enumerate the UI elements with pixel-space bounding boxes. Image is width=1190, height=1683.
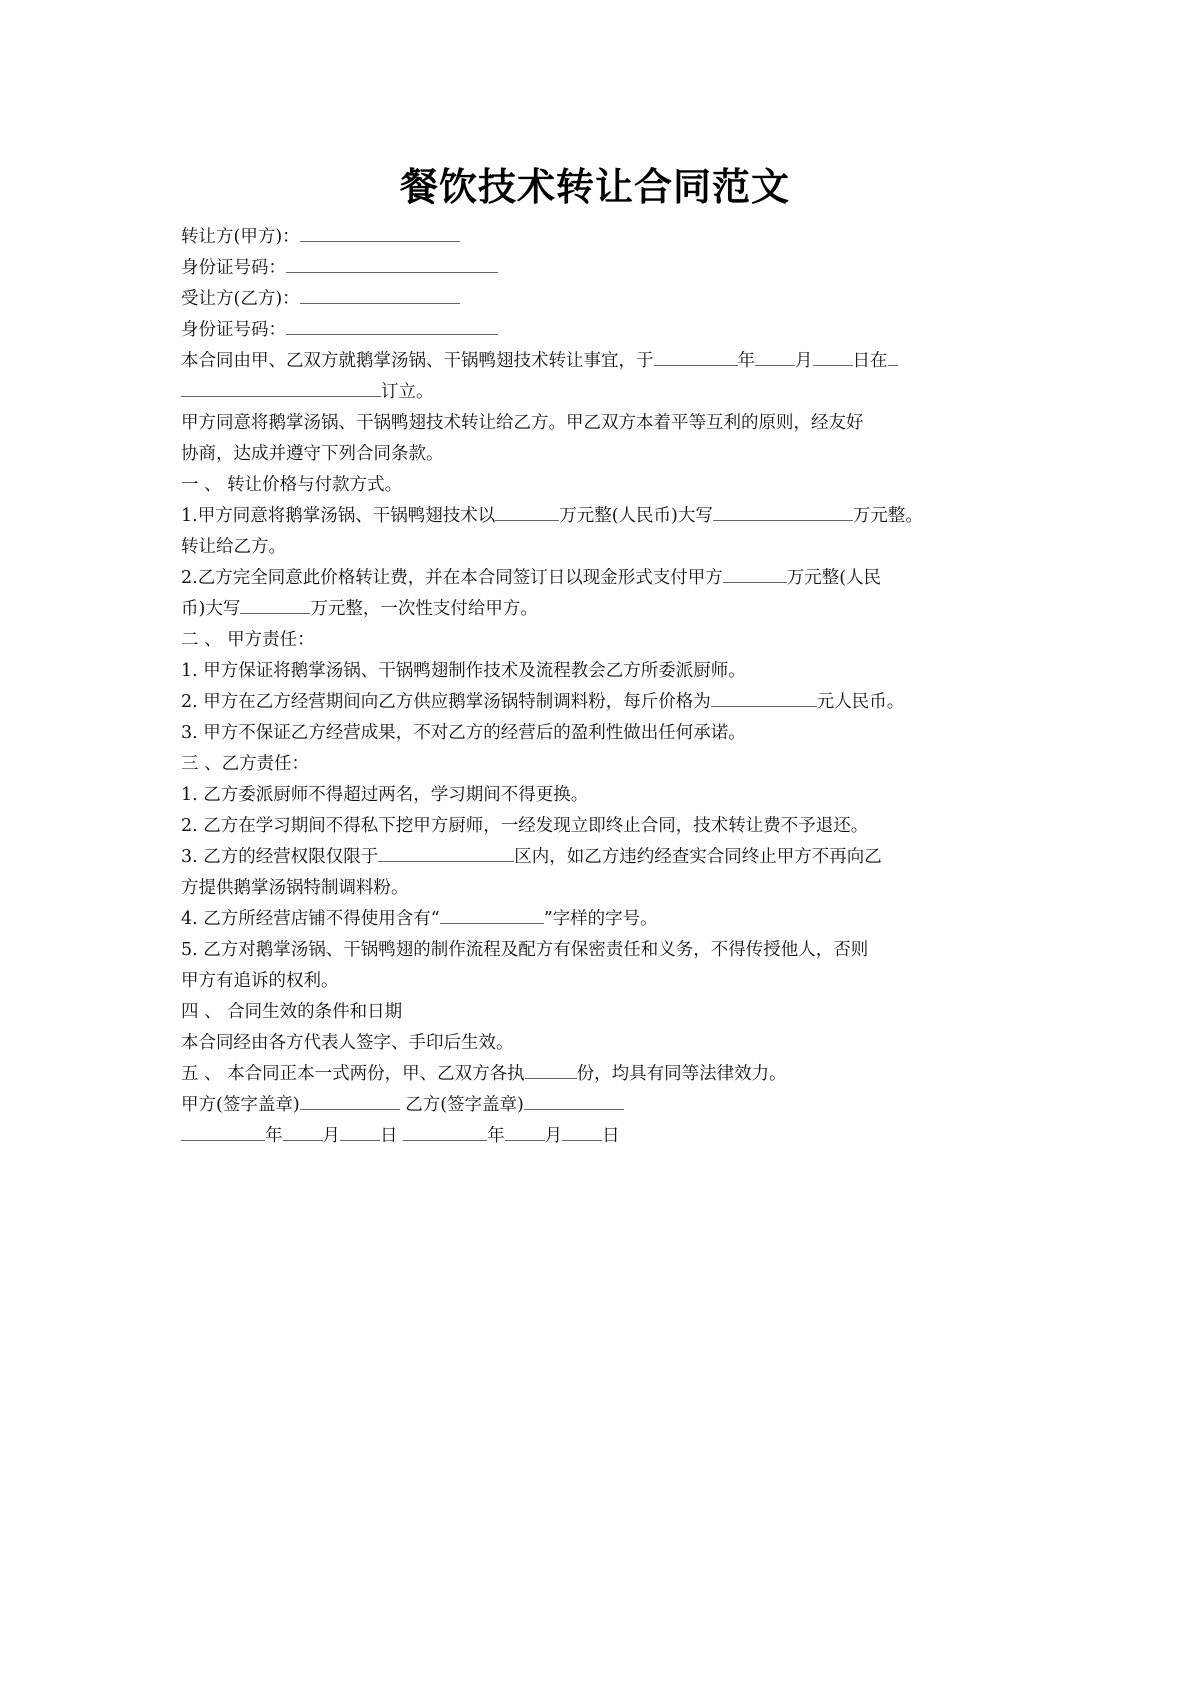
section-1-item-1 <box>181 501 1021 532</box>
intro-line-1 <box>181 346 1021 377</box>
blank-place-start <box>888 347 898 366</box>
signature-line <box>181 1090 1021 1121</box>
item-text: 万元整(人民 <box>786 568 882 588</box>
section-1-item-2 <box>181 563 1021 594</box>
field-transferee <box>181 284 1021 315</box>
section-5-text <box>181 1059 1021 1090</box>
intro-line-2 <box>181 377 1021 408</box>
blank-place <box>181 378 381 397</box>
document-body <box>181 222 1021 1152</box>
field-label: 身份证号码： <box>181 320 286 340</box>
blank-party-a-year <box>181 1122 265 1141</box>
item-text: 2. 甲方在乙方经营期间向乙方供应鹅掌汤锅特制调料粉，每斤价格为 <box>181 692 711 712</box>
item-text: 五 、 本合同正本一式两份，甲、乙双方各执 <box>181 1064 525 1084</box>
item-text: 4. 乙方所经营店铺不得使用含有“ <box>181 909 440 929</box>
preamble-line-1: 甲方同意将鹅掌汤锅、干锅鸭翅技术转让给乙方。甲乙双方本着平等互利的原则，经友好 <box>181 413 864 433</box>
section-4-text: 本合同经由各方代表人签字、手印后生效。 <box>181 1033 514 1053</box>
blank-party-b-year <box>403 1122 487 1141</box>
year-label: 年 <box>737 351 755 371</box>
item-text: 万元整(人民币)大写 <box>559 506 713 526</box>
section-2-item-2 <box>181 687 1021 718</box>
item-text: 元人民币。 <box>816 692 905 712</box>
party-b-signature-label: 乙方(签字盖章) <box>405 1095 524 1115</box>
blank-transferee-id <box>286 316 498 335</box>
item-text: ”字样的字号。 <box>543 909 658 929</box>
section-3-item-4 <box>181 904 1021 935</box>
blank-party-b-month <box>505 1122 545 1141</box>
blank-month <box>755 347 795 366</box>
blank-party-a-signature <box>300 1091 400 1110</box>
blank-trade-name <box>440 905 544 924</box>
day-label: 日 <box>602 1126 620 1146</box>
month-label: 月 <box>322 1126 340 1146</box>
intro-end-text: 订立。 <box>381 382 434 402</box>
blank-year <box>654 347 738 366</box>
month-label: 月 <box>795 351 813 371</box>
document-title: 餐饮技术转让合同范文 <box>399 165 790 209</box>
item-text: 币)大写 <box>181 599 241 619</box>
section-3-item-5-cont: 甲方有追诉的权利。 <box>181 971 339 991</box>
signature-date-line <box>181 1121 1021 1152</box>
section-2-item-3: 3. 甲方不保证乙方经营成果，不对乙方的经营后的盈利性做出任何承诺。 <box>181 723 746 743</box>
month-label: 月 <box>544 1126 563 1146</box>
section-3-heading: 三 、乙方责任： <box>181 754 310 774</box>
preamble-line-2: 协商，达成并遵守下列合同条款。 <box>181 444 444 464</box>
field-transferor-id <box>181 253 1021 284</box>
field-transferee-id <box>181 315 1021 346</box>
blank-transferee-name <box>300 285 460 304</box>
section-2-heading: 二 、 甲方责任： <box>181 630 315 650</box>
blank-payment-amount <box>723 564 787 583</box>
field-transferor <box>181 222 1021 253</box>
blank-price-per-jin <box>711 688 817 707</box>
blank-party-a-day <box>340 1122 380 1141</box>
item-text: 份，均具有同等法律效力。 <box>576 1064 787 1084</box>
blank-payment-words <box>240 595 310 614</box>
field-label: 身份证号码： <box>181 258 286 278</box>
party-a-signature-label: 甲方(签字盖章) <box>181 1095 300 1115</box>
section-2-item-1: 1. 甲方保证将鹅掌汤锅、干锅鸭翅制作技术及流程教会乙方所委派厨师。 <box>181 661 746 681</box>
item-text: 万元整，一次性支付给甲方。 <box>310 599 538 619</box>
section-3-item-3-cont: 方提供鹅掌汤锅特制调料粉。 <box>181 878 409 898</box>
section-3-item-3 <box>181 842 1021 873</box>
item-text: 1.甲方同意将鹅掌汤锅、干锅鸭翅技术以 <box>181 506 496 526</box>
blank-copies <box>525 1060 577 1079</box>
item-text: 区内，如乙方违约经查实合同终止甲方不再向乙 <box>514 847 882 867</box>
item-text: 2.乙方完全同意此价格转让费，并在本合同签订日以现金形式支付甲方 <box>181 568 723 588</box>
section-1-item-1-cont: 转让给乙方。 <box>181 537 286 557</box>
field-label: 转让方(甲方)： <box>181 227 300 247</box>
blank-region <box>378 843 514 862</box>
blank-party-b-day <box>562 1122 602 1141</box>
blank-amount-words <box>713 502 853 521</box>
section-1-item-2-cont <box>181 594 1021 625</box>
blank-transferor-name <box>300 223 460 242</box>
intro-text: 本合同由甲、乙双方就鹅掌汤锅、干锅鸭翅技术转让事宜，于 <box>181 351 654 371</box>
section-3-item-1: 1. 乙方委派厨师不得超过两名，学习期间不得更换。 <box>181 785 589 805</box>
section-3-item-5: 5. 乙方对鹅掌汤锅、干锅鸭翅的制作流程及配方有保密责任和义务，不得传授他人，否则 <box>181 940 869 960</box>
day-label: 日 <box>380 1126 398 1146</box>
blank-amount <box>495 502 559 521</box>
day-at-label: 日在 <box>852 351 888 371</box>
blank-day <box>813 347 853 366</box>
item-text: 3. 乙方的经营权限仅限于 <box>181 847 379 867</box>
item-text: 万元整。 <box>852 506 923 526</box>
blank-party-a-month <box>283 1122 323 1141</box>
section-4-heading: 四 、 合同生效的条件和日期 <box>181 1002 403 1022</box>
blank-party-b-signature <box>524 1091 624 1110</box>
section-3-item-2: 2. 乙方在学习期间不得私下挖甲方厨师，一经发现立即终止合同，技术转让费不予退还。 <box>181 816 869 836</box>
field-label: 受让方(乙方)： <box>181 289 300 309</box>
blank-transferor-id <box>286 254 498 273</box>
section-1-heading: 一 、 转让价格与付款方式。 <box>181 475 403 495</box>
year-label: 年 <box>487 1126 505 1146</box>
year-label: 年 <box>265 1126 283 1146</box>
